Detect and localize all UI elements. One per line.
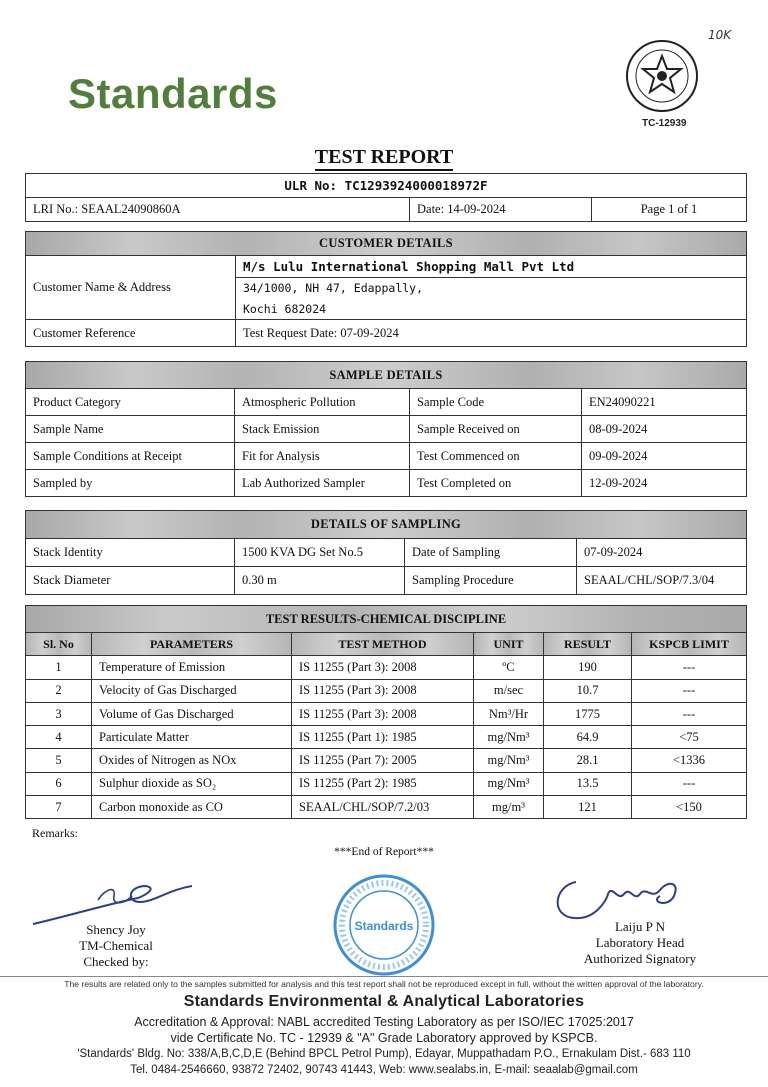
footer-certificate: vide Certificate No. TC - 12939 & "A" Grade Laboratory approved by KSPCB. [170,1031,598,1045]
sampling-row [26,539,747,567]
customer-details-heading: CUSTOMER DETAILS [26,232,747,256]
row-serial: 4 [26,726,92,749]
column-header: RESULT [544,633,632,656]
report-id-table [25,173,747,222]
row-parameter: Oxides of Nitrogen as NOx [92,749,292,772]
row-limit: --- [632,679,747,702]
report-date: Date: 14-09-2024 [410,198,592,222]
row-serial: 7 [26,796,92,819]
stamp-text: Standards [354,919,414,933]
row-unit: mg/Nm³ [474,772,544,795]
row-result: 10.7 [544,679,632,702]
sample-label: Sample Name [26,416,235,443]
sampling-value: 07-09-2024 [577,539,747,567]
row-serial: 5 [26,749,92,772]
customer-reference-value: Test Request Date: 07-09-2024 [236,320,747,347]
row-parameter: Temperature of Emission [92,656,292,679]
end-of-report: ***End of Report*** [334,846,434,858]
accreditation-seal-icon [624,38,700,114]
column-header: UNIT [474,633,544,656]
column-header: PARAMETERS [92,633,292,656]
sample-value: Stack Emission [235,416,410,443]
sample-value: Atmospheric Pollution [235,389,410,416]
table-row [26,749,747,772]
table-row [26,679,747,702]
accreditation-code: TC-12939 [642,118,687,129]
checker-role: TM-Chemical [79,938,153,953]
row-parameter: Particulate Matter [92,726,292,749]
customer-details-table [25,231,747,347]
sample-label: Sample Received on [410,416,582,443]
row-serial: 2 [26,679,92,702]
row-method: SEAAL/CHL/SOP/7.2/03 [292,796,474,819]
sample-value: Fit for Analysis [235,443,410,470]
customer-name-label: Customer Name & Address [26,256,236,320]
row-parameter: Velocity of Gas Discharged [92,679,292,702]
checked-by-block [56,922,176,970]
row-serial: 6 [26,772,92,795]
table-row [26,702,747,725]
column-header: KSPCB LIMIT [632,633,747,656]
row-limit: --- [632,702,747,725]
row-limit: --- [632,772,747,795]
table-row [26,726,747,749]
sample-row [26,416,747,443]
row-unit: Nm³/Hr [474,702,544,725]
sampling-value: 0.30 m [235,567,405,595]
row-limit: <75 [632,726,747,749]
table-row [26,656,747,679]
lri-number: LRI No.: SEAAL24090860A [26,198,410,222]
sampling-details-table [25,510,747,595]
row-limit: --- [632,656,747,679]
row-unit: ºC [474,656,544,679]
row-method: IS 11255 (Part 3): 2008 [292,702,474,725]
sampling-label: Stack Diameter [26,567,235,595]
column-header: TEST METHOD [292,633,474,656]
footer-contact: Tel. 0484-2546660, 93872 72402, 90743 41443, Web: www.sealabs.in, E-mail: seaalab@gmail.com [130,1064,638,1076]
sample-label: Test Completed on [410,470,582,497]
remarks-label: Remarks: [32,826,78,840]
sampling-row [26,567,747,595]
sample-value: EN24090221 [582,389,747,416]
authorized-signatory-block [560,919,720,967]
signatory-role: Laboratory Head [595,935,685,950]
row-unit: m/sec [474,679,544,702]
checker-name: Shency Joy [86,922,146,937]
signatory-action: Authorized Signatory [583,951,697,966]
row-parameter: Sulphur dioxide as SO₂ [92,772,292,795]
row-method: IS 11255 (Part 3): 2008 [292,656,474,679]
sampling-label: Sampling Procedure [405,567,577,595]
signatory-name: Laiju P N [614,919,666,934]
row-serial: 3 [26,702,92,725]
row-parameter: Carbon monoxide as CO [92,796,292,819]
row-result: 121 [544,796,632,819]
sampling-details-heading: DETAILS OF SAMPLING [26,511,747,539]
page-number: Page 1 of 1 [592,198,747,222]
customer-name: M/s Lulu International Shopping Mall Pvt Ltd [236,256,747,278]
test-results-table [25,605,747,819]
row-parameter: Volume of Gas Discharged [92,702,292,725]
disclaimer: The results are related only to the samples submitted for analysis and this test report shall not be reproduced except in full, without the written approval of the laboratory. [0,976,768,989]
customer-reference-label: Customer Reference [26,320,236,347]
sample-value: 09-09-2024 [582,443,747,470]
sampling-value: 1500 KVA DG Set No.5 [235,539,405,567]
sample-row [26,470,747,497]
column-header: Sl. No [26,633,92,656]
ulr-number: ULR No: TC1293924000018972F [26,174,747,198]
row-result: 190 [544,656,632,679]
sample-row [26,443,747,470]
row-unit: mg/Nm³ [474,726,544,749]
sample-label: Test Commenced on [410,443,582,470]
sample-value: 12-09-2024 [582,470,747,497]
report-title: TEST REPORT [0,146,768,169]
row-unit: mg/m³ [474,796,544,819]
sampling-value: SEAAL/CHL/SOP/7.3/04 [577,567,747,595]
row-result: 13.5 [544,772,632,795]
sample-value: Lab Authorized Sampler [235,470,410,497]
footer-org-name: Standards Environmental & Analytical Laboratories [183,993,585,1010]
row-method: IS 11255 (Part 2): 1985 [292,772,474,795]
row-method: IS 11255 (Part 7): 2005 [292,749,474,772]
row-result: 28.1 [544,749,632,772]
row-result: 64.9 [544,726,632,749]
footer-address: 'Standards' Bldg. No: 338/A,B,C,D,E (Behind BPCL Petrol Pump), Edayar, Muppathadam P.O., Ernakulam Dist.- 683 110 [77,1048,691,1060]
row-method: IS 11255 (Part 1): 1985 [292,726,474,749]
table-row [26,796,747,819]
sample-details-heading: SAMPLE DETAILS [26,362,747,389]
sample-row [26,389,747,416]
sample-value: 08-09-2024 [582,416,747,443]
lab-stamp-icon [332,873,436,977]
row-method: IS 11255 (Part 3): 2008 [292,679,474,702]
row-limit: <1336 [632,749,747,772]
test-results-heading: TEST RESULTS-CHEMICAL DISCIPLINE [26,606,747,633]
sampling-label: Date of Sampling [405,539,577,567]
checker-action: Checked by: [83,954,149,969]
handwritten-note: 10K [708,28,732,42]
sample-details-table [25,361,747,497]
footer-accreditation: Accreditation & Approval: NABL accredited Testing Laboratory as per ISO/IEC 17025:2017 [134,1015,634,1029]
customer-address-line2: Kochi 682024 [236,299,747,320]
row-serial: 1 [26,656,92,679]
row-limit: <150 [632,796,747,819]
row-unit: mg/Nm³ [474,749,544,772]
table-row [26,772,747,795]
lab-logo: Standards [68,70,278,117]
sampling-label: Stack Identity [26,539,235,567]
sample-label: Sample Code [410,389,582,416]
row-result: 1775 [544,702,632,725]
sample-label: Sampled by [26,470,235,497]
customer-address-line1: 34/1000, NH 47, Edappally, [236,278,747,299]
sample-label: Product Category [26,389,235,416]
sample-label: Sample Conditions at Receipt [26,443,235,470]
